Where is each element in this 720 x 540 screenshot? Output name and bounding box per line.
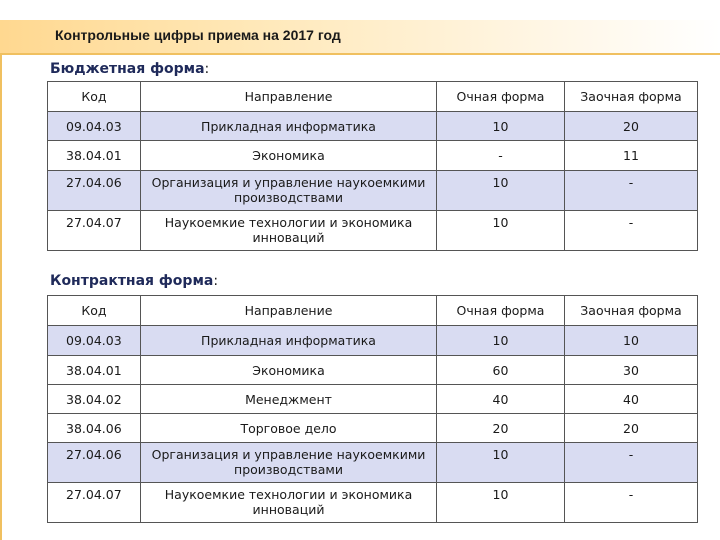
table-row: [48, 443, 698, 483]
cell-direction: Экономика: [141, 141, 437, 171]
cell-code: 27.04.07: [48, 211, 141, 251]
cell-code: 09.04.03: [48, 112, 141, 141]
cell-direction: Организация и управление наукоемкими производствами: [141, 171, 437, 211]
cell-direction: Организация и управление наукоемкими производствами: [141, 443, 437, 483]
cell-full-time: 10: [437, 171, 565, 211]
cell-part-time: 20: [565, 112, 698, 141]
cell-full-time: 20: [437, 414, 565, 443]
cell-part-time: -: [565, 211, 698, 251]
header-part-time: Заочная форма: [565, 82, 698, 112]
cell-code: 38.04.06: [48, 414, 141, 443]
header-direction: Направление: [141, 82, 437, 112]
header-full-time: Очная форма: [437, 296, 565, 326]
cell-part-time: -: [565, 171, 698, 211]
table-row: [48, 414, 698, 443]
cell-part-time: -: [565, 483, 698, 523]
title-underline: [0, 53, 720, 55]
cell-part-time: 20: [565, 414, 698, 443]
cell-code: 09.04.03: [48, 326, 141, 356]
table-row: [48, 326, 698, 356]
header-part-time: Заочная форма: [565, 296, 698, 326]
budget-section-title-text: Бюджетная форма: [50, 61, 205, 77]
table-row: [48, 141, 698, 171]
table-row: [48, 171, 698, 211]
cell-direction: Прикладная информатика: [141, 326, 437, 356]
cell-full-time: 10: [437, 112, 565, 141]
cell-part-time: 30: [565, 356, 698, 385]
budget-table: [47, 81, 698, 251]
table-header-row: [48, 296, 698, 326]
cell-direction: Экономика: [141, 356, 437, 385]
cell-part-time: 11: [565, 141, 698, 171]
cell-code: 38.04.01: [48, 141, 141, 171]
cell-direction: Прикладная информатика: [141, 112, 437, 141]
cell-full-time: 10: [437, 443, 565, 483]
budget-section-title: [50, 61, 209, 77]
contract-section-title: [50, 273, 218, 289]
cell-full-time: -: [437, 141, 565, 171]
table-row: [48, 211, 698, 251]
cell-full-time: 10: [437, 326, 565, 356]
header-direction: Направление: [141, 296, 437, 326]
cell-direction: Наукоемкие технологии и экономика инноваций: [141, 483, 437, 523]
cell-code: 27.04.06: [48, 443, 141, 483]
cell-direction: Менеджмент: [141, 385, 437, 414]
cell-full-time: 10: [437, 211, 565, 251]
table-row: [48, 356, 698, 385]
budget-section-title-colon: :: [204, 61, 210, 77]
contract-table: [47, 295, 698, 523]
table-row: [48, 112, 698, 141]
cell-direction: Наукоемкие технологии и экономика инноваций: [141, 211, 437, 251]
page-title: Контрольные цифры приема на 2017 год: [55, 27, 341, 43]
table-header-row: [48, 82, 698, 112]
contract-section-title-colon: :: [213, 273, 219, 289]
cell-full-time: 40: [437, 385, 565, 414]
header-code: Код: [48, 296, 141, 326]
table-row: [48, 483, 698, 523]
contract-section-title-text: Контрактная форма: [50, 273, 214, 289]
cell-part-time: 40: [565, 385, 698, 414]
cell-code: 27.04.07: [48, 483, 141, 523]
cell-full-time: 10: [437, 483, 565, 523]
header-full-time: Очная форма: [437, 82, 565, 112]
cell-part-time: -: [565, 443, 698, 483]
cell-direction: Торговое дело: [141, 414, 437, 443]
cell-part-time: 10: [565, 326, 698, 356]
left-accent-rule: [0, 20, 2, 540]
header-code: Код: [48, 82, 141, 112]
cell-code: 38.04.01: [48, 356, 141, 385]
table-row: [48, 385, 698, 414]
cell-full-time: 60: [437, 356, 565, 385]
cell-code: 38.04.02: [48, 385, 141, 414]
cell-code: 27.04.06: [48, 171, 141, 211]
